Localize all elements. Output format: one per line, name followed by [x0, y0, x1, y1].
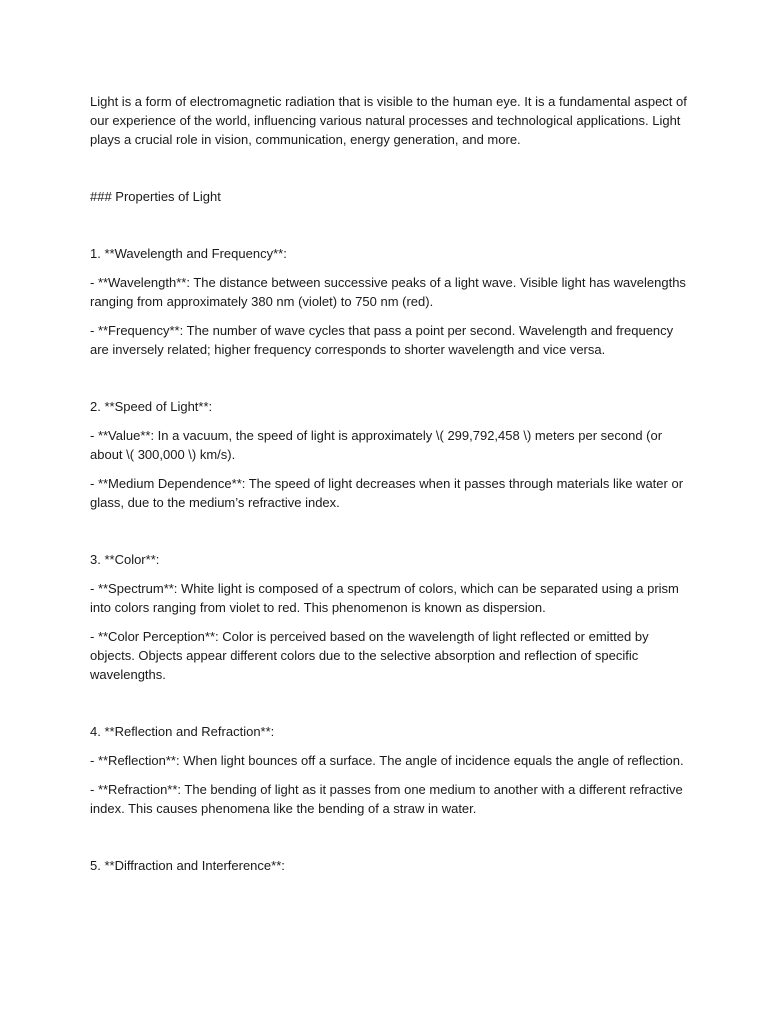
- document-body: [90, 92, 690, 875]
- list-subitem: - **Refraction**: The bending of light as it passes from one medium to another with a different refractive index. This causes phenomena like the bending of a straw in water.: [90, 782, 683, 816]
- list-item-heading: 1. **Wavelength and Frequency**:: [90, 246, 287, 261]
- list-item-heading: 2. **Speed of Light**:: [90, 399, 213, 414]
- list-subitem: - **Spectrum**: White light is composed of a spectrum of colors, which can be separated using a prism into colors ranging from violet to red. This phenomenon is known as dispersion.: [90, 581, 679, 615]
- list-item-heading: 3. **Color**:: [90, 552, 160, 567]
- list-subitem: - **Color Perception**: Color is perceived based on the wavelength of light reflected or emitted by objects. Objects appear different colors due to the selective absorption and reflection of specific wavelengths.: [90, 629, 649, 682]
- list-subitem: - **Frequency**: The number of wave cycles that pass a point per second. Wavelength and frequency are inversely related; higher frequency corresponds to shorter wavelength and vice versa.: [90, 323, 674, 357]
- list-subitem: - **Reflection**: When light bounces off a surface. The angle of incidence equals the angle of reflection.: [90, 753, 684, 768]
- list-subitem: - **Value**: In a vacuum, the speed of light is approximately \( 299,792,458 \) meters per second (or about \( 300,000 \) km/s).: [90, 428, 663, 462]
- section-heading: ### Properties of Light: [90, 189, 221, 204]
- list-item-heading: 4. **Reflection and Refraction**:: [90, 724, 275, 739]
- intro-paragraph: Light is a form of electromagnetic radiation that is visible to the human eye. It is a fundamental aspect of our experience of the world, influencing various natural processes and technological applications. Light plays a crucial role in vision, communication, energy generation, and more.: [90, 94, 687, 147]
- list-item-heading: 5. **Diffraction and Interference**:: [90, 858, 285, 873]
- list-subitem: - **Medium Dependence**: The speed of light decreases when it passes through materials like water or glass, due to the medium’s refractive index.: [90, 476, 684, 510]
- list-subitem: - **Wavelength**: The distance between successive peaks of a light wave. Visible light has wavelengths ranging from approximately 380 nm (violet) to 750 nm (red).: [90, 275, 686, 309]
